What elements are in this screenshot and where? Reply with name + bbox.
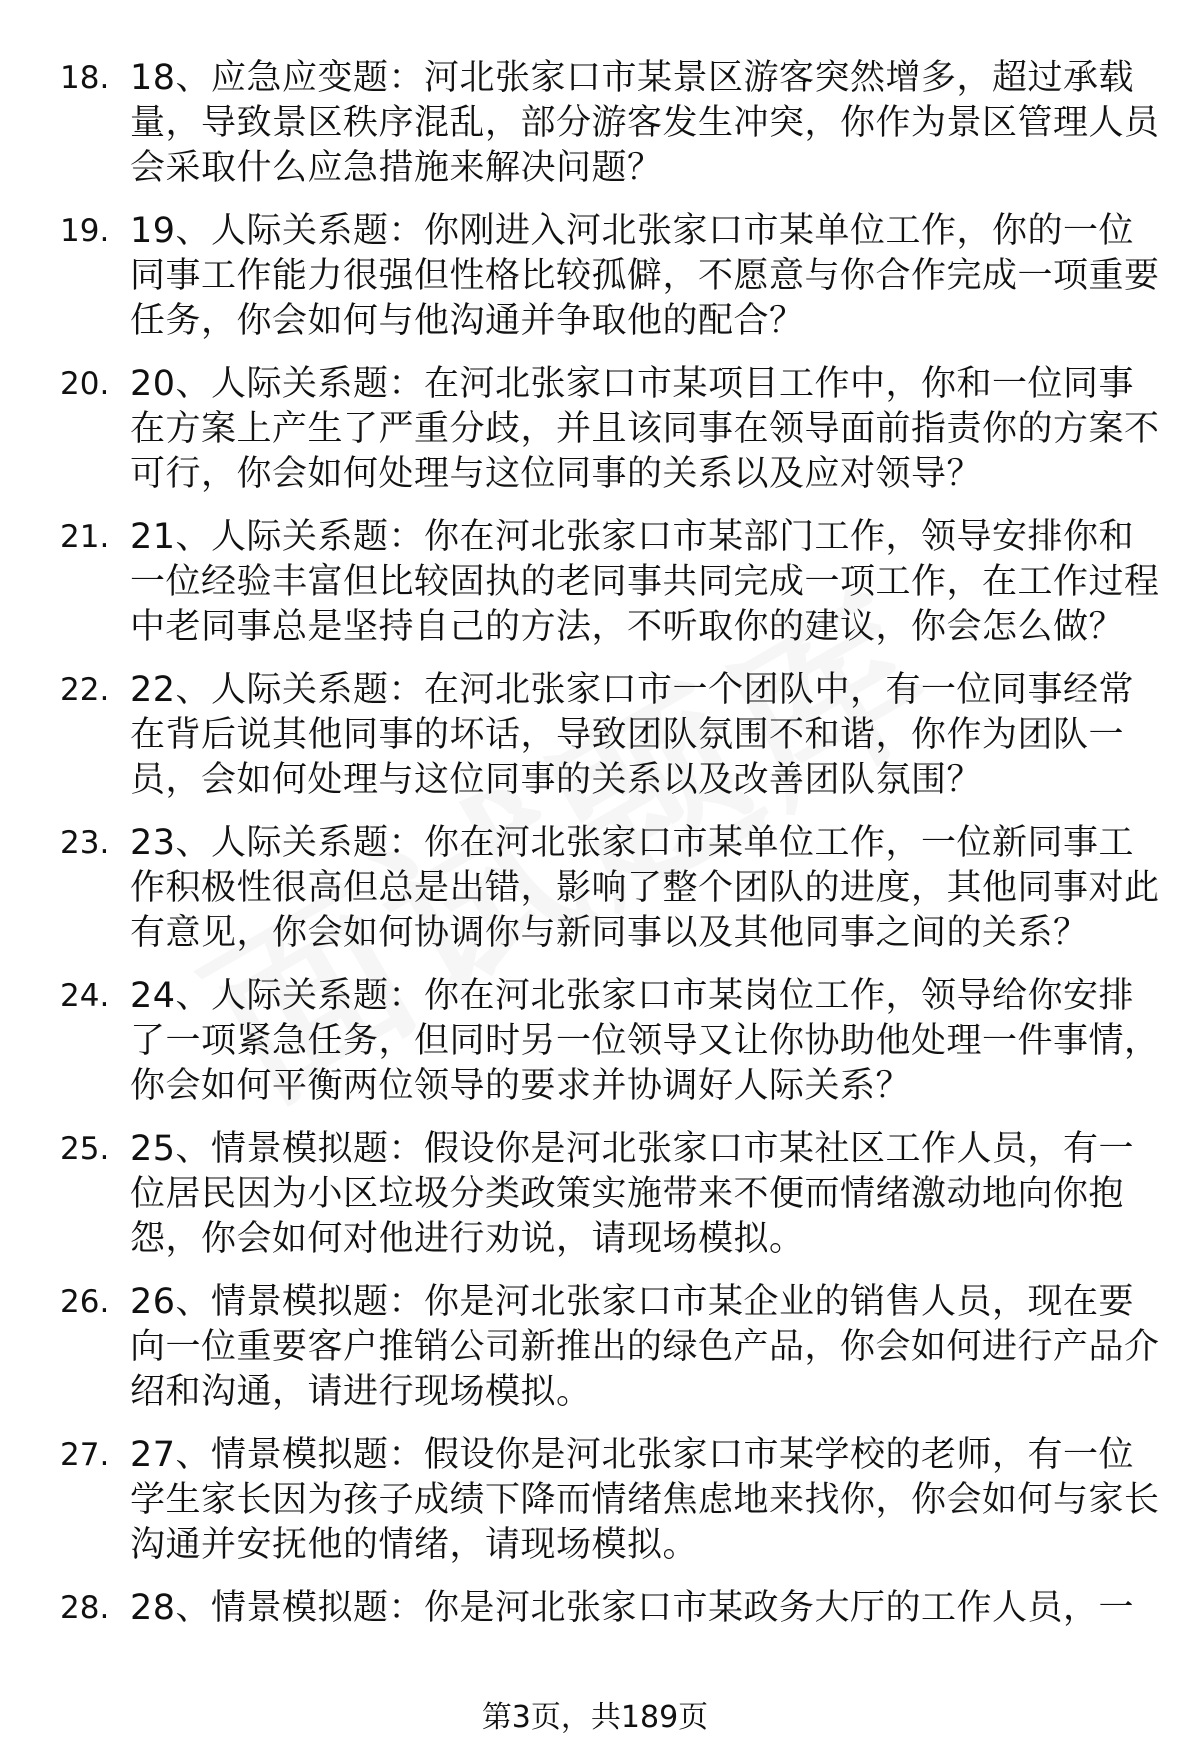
question-text: 28、情景模拟题：你是河北张家口市某政务大厅的工作人员，一 <box>130 1588 1135 1628</box>
question-number: 23. <box>60 825 110 861</box>
question-item <box>60 821 1160 956</box>
question-item <box>60 974 1160 1109</box>
question-number: 18. <box>60 60 110 96</box>
question-text: 22、人际关系题：在河北张家口市一个团队中，有一位同事经常在背后说其他同事的坏话，导致团队氛围不和谐，你作为团队一员，会如何处理与这位同事的关系以及改善团队氛围？ <box>130 670 1135 800</box>
question-item <box>60 515 1160 650</box>
question-text: 24、人际关系题：你在河北张家口市某岗位工作，领导给你安排了一项紧急任务，但同时另一位领导又让你协助他处理一件事情，你会如何平衡两位领导的要求并协调好人际关系？ <box>130 976 1160 1106</box>
question-text: 19、人际关系题：你刚进入河北张家口市某单位工作，你的一位同事工作能力很强但性格比较孤僻，不愿意与你合作完成一项重要任务，你会如何与他沟通并争取他的配合？ <box>130 211 1160 341</box>
question-item <box>60 1280 1160 1415</box>
question-text: 21、人际关系题：你在河北张家口市某部门工作，领导安排你和一位经验丰富但比较固执的老同事共同完成一项工作，在工作过程中老同事总是坚持自己的方法，不听取你的建议，你会怎么做？ <box>130 517 1160 647</box>
question-text: 26、情景模拟题：你是河北张家口市某企业的销售人员，现在要向一位重要客户推销公司新推出的绿色产品，你会如何进行产品介绍和沟通，请进行现场模拟。 <box>130 1282 1160 1412</box>
question-item <box>60 362 1160 497</box>
question-item <box>60 56 1160 191</box>
question-text: 23、人际关系题：你在河北张家口市某单位工作，一位新同事工作积极性很高但总是出错，影响了整个团队的进度，其他同事对此有意见，你会如何协调你与新同事以及其他同事之间的关系？ <box>130 823 1160 953</box>
question-number: 21. <box>60 519 110 555</box>
question-text: 27、情景模拟题：假设你是河北张家口市某学校的老师，有一位学生家长因为孩子成绩下降而情绪焦虑地来找你，你会如何与家长沟通并安抚他的情绪，请现场模拟。 <box>130 1435 1160 1565</box>
question-text: 18、应急应变题：河北张家口市某景区游客突然增多，超过承载量，导致景区秩序混乱，部分游客发生冲突，你作为景区管理人员会采取什么应急措施来解决问题？ <box>130 58 1160 188</box>
question-number: 22. <box>60 672 110 708</box>
question-text: 25、情景模拟题：假设你是河北张家口市某社区工作人员，有一位居民因为小区垃圾分类政策实施带来不便而情绪激动地向你抱怨，你会如何对他进行劝说，请现场模拟。 <box>130 1129 1135 1259</box>
question-number: 26. <box>60 1284 110 1320</box>
page-footer: 第3页，共189页 <box>481 1700 709 1735</box>
question-item <box>60 209 1160 344</box>
question-item <box>60 1586 1160 1631</box>
question-number: 20. <box>60 366 110 402</box>
question-item <box>60 1127 1160 1262</box>
question-number: 27. <box>60 1437 110 1473</box>
question-list <box>60 56 1160 1649</box>
question-number: 19. <box>60 213 110 249</box>
question-number: 28. <box>60 1590 110 1626</box>
question-number: 25. <box>60 1131 110 1167</box>
question-item <box>60 668 1160 803</box>
question-number: 24. <box>60 978 110 1014</box>
question-text: 20、人际关系题：在河北张家口市某项目工作中，你和一位同事在方案上产生了严重分歧，并且该同事在领导面前指责你的方案不可行，你会如何处理与这位同事的关系以及应对领导？ <box>130 364 1160 494</box>
question-item <box>60 1433 1160 1568</box>
